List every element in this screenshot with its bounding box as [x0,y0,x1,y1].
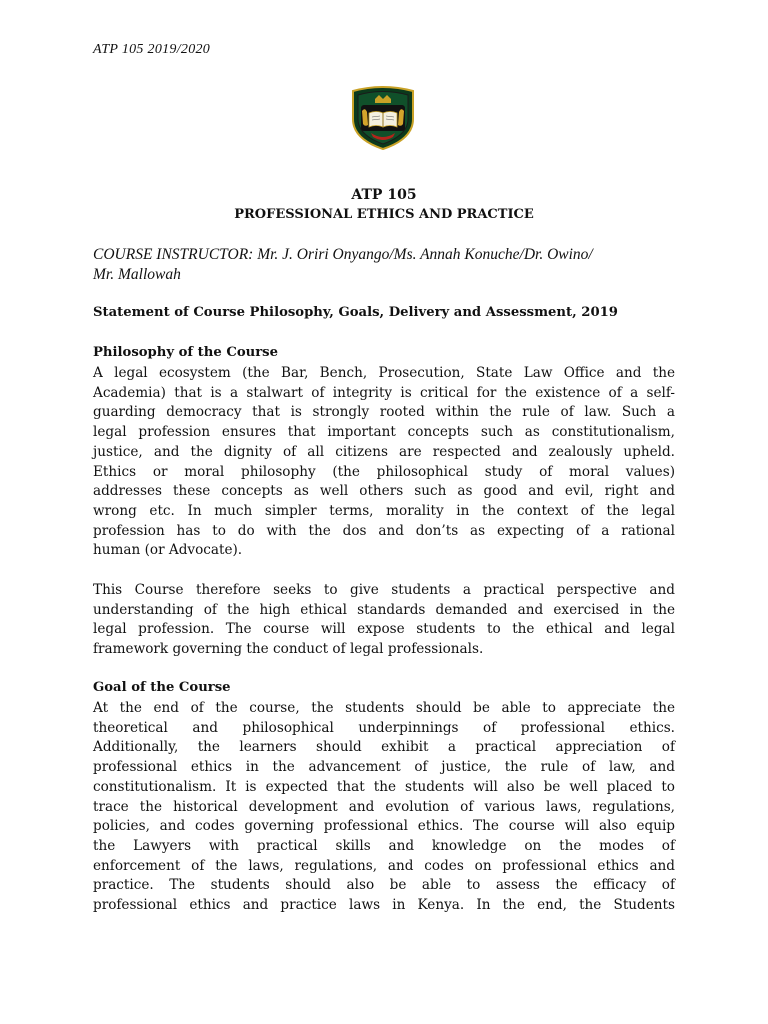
text-line: practice. The students should also be able to assess the efficacy of [93,877,675,894]
text-line: Additionally, the learners should exhibit a practical appreciation of [93,739,675,756]
text-line: A legal ecosystem (the Bar, Bench, Prosecution, State Law Office and the [93,365,675,381]
text-line: legal profession. The course will expose students to the ethical and legal [93,621,675,638]
text-line: policies, and codes governing professional ethics. The course will also equip [93,818,675,835]
philosophy-heading: Philosophy of the Course [93,345,278,360]
text-line: justice, and the dignity of all citizens are respected and zealously upheld. [93,443,675,460]
university-crest-icon [347,85,419,151]
text-line: professional ethics and practice laws in Kenya. In the end, the Students [93,897,675,914]
text-line: framework governing the conduct of legal professionals. [93,641,484,658]
text-line: understanding of the high ethical standards demanded and exercised in the [93,601,675,618]
goal-paragraph [93,699,675,916]
course-instructor [93,245,683,285]
text-line: legal profession ensures that important concepts such as constitutionalism, [93,424,675,441]
philosophy-paragraph-2 [93,581,675,660]
text-line: At the end of the course, the students should be able to appreciate the [93,700,675,716]
text-line: This Course therefore seeks to give students a practical perspective and [93,582,675,598]
goal-heading: Goal of the Course [93,680,231,695]
course-name-title: PROFESSIONAL ETHICS AND PRACTICE [234,207,534,222]
text-line: human (or Advocate). [93,542,243,559]
text-line: constitutionalism. It is expected that the students will also be well placed to [93,778,675,795]
text-line: theoretical and philosophical underpinnings of professional ethics. [93,719,675,736]
instructor-line-1: COURSE INSTRUCTOR: Mr. J. Oriri Onyango/Ms. Annah Konuche/Dr. Owino/ [93,246,593,263]
running-header: ATP 105 2019/2020 [93,42,211,57]
text-line: addresses these concepts as well others such as good and evil, right and [93,483,675,500]
text-line: professional ethics in the advancement of justice, the rule of law, and [93,759,675,776]
text-line: wrong etc. In much simpler terms, morality in the context of the legal [93,502,675,519]
text-line: the Lawyers with practical skills and knowledge on the modes of [93,837,675,854]
text-line: guarding democracy that is strongly rooted within the rule of law. Such a [93,404,675,421]
statement-heading: Statement of Course Philosophy, Goals, Delivery and Assessment, 2019 [93,305,618,320]
philosophy-paragraph-1 [93,364,675,561]
text-line: enforcement of the laws, regulations, and codes on professional ethics and [93,857,675,874]
text-line: Academia) that is a stalwart of integrity is critical for the existence of a self- [93,384,675,401]
instructor-line-2: Mr. Mallowah [93,266,181,283]
text-line: trace the historical development and evolution of various laws, regulations, [93,798,675,815]
text-line: Ethics or moral philosophy (the philosophical study of moral values) [93,463,675,480]
course-code-title: ATP 105 [351,187,417,203]
text-line: profession has to do with the dos and don’ts as expecting of a rational [93,522,675,539]
